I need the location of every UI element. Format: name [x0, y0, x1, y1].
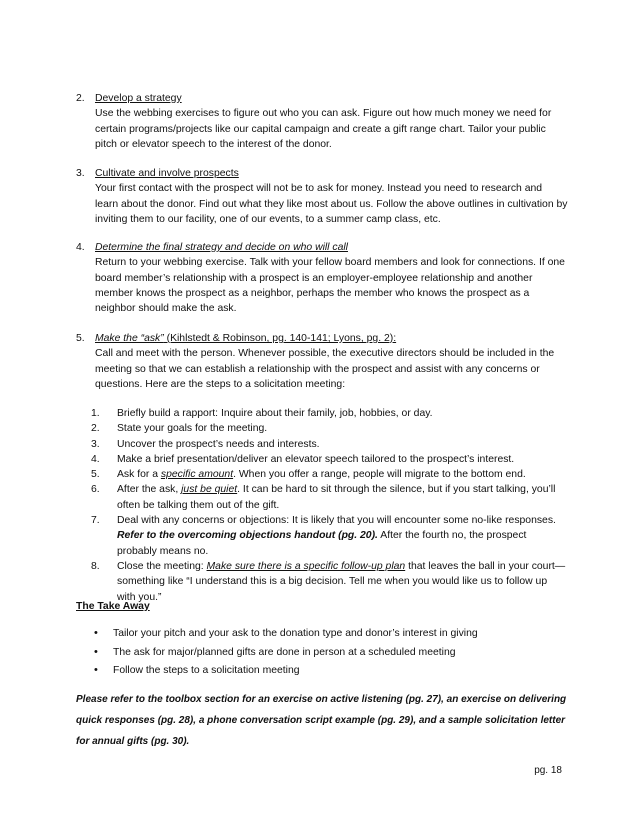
- step-number: 7.: [91, 515, 100, 527]
- bullet-icon: •: [94, 645, 98, 658]
- section-number: 5.: [76, 333, 85, 344]
- step-text: Deal with any concerns or objections: It is likely that you will encounter some no-like responses.: [117, 515, 556, 527]
- section-number: 2.: [76, 93, 85, 104]
- step-number: 6.: [91, 484, 100, 496]
- section-body: Your first contact with the prospect will not be to ask for money. Instead you need to research and learn about the donor. Find out what they like most about us. Follow the above outlines in cultivation by inviting them to our facility, one of our events, to a summer camp class, etc.: [95, 183, 568, 225]
- section-heading: Develop a strategy: [95, 93, 182, 104]
- step-number: 1.: [91, 408, 100, 419]
- step-emphasis: Make sure there is a specific follow-up plan: [206, 560, 406, 572]
- bullet-icon: •: [94, 627, 98, 639]
- step-text: Ask for a: [117, 469, 161, 481]
- section-heading: Determine the final strategy and decide on who will call: [95, 242, 348, 253]
- bullet-icon: •: [94, 664, 98, 676]
- solicitation-steps-list: [91, 406, 568, 605]
- section-heading-line: [95, 331, 568, 346]
- list-item: [91, 437, 568, 452]
- step-text: After the ask,: [117, 484, 182, 496]
- list-item: [94, 645, 564, 664]
- step-text: that leaves the ball in your court—something like “I understand this is a big decision. Tell me when you would like us to follow up with you.”: [117, 560, 566, 603]
- page-number: pg. 18: [534, 765, 562, 776]
- bullet-text: The ask for major/planned gifts are done in person at a scheduled meeting: [113, 646, 456, 658]
- list-item: [91, 421, 568, 436]
- step-number: 4.: [91, 453, 100, 465]
- list-item: [91, 559, 568, 605]
- list-item: [91, 452, 568, 467]
- section-cultivate-prospects: [76, 166, 568, 227]
- section-number: 4.: [76, 242, 85, 253]
- section-body: Call and meet with the person. Whenever possible, the executive directors should be included in the meeting so that we can establish a relationship with the prospect and assist with any concerns or questions. Here are the steps to a solicitation meeting:: [95, 348, 555, 390]
- step-text: Close the meeting:: [117, 560, 207, 572]
- list-item: [91, 482, 568, 513]
- step-text: . When you offer a range, people will migrate to the bottom end.: [233, 469, 526, 481]
- step-number: 8.: [91, 560, 100, 572]
- section-number: 3.: [76, 168, 85, 179]
- section-heading: Make the “ask”: [95, 333, 164, 344]
- section-body: Use the webbing exercises to figure out who you can ask. Figure out how much money we need for certain programs/projects like our capital campaign and create a gift range chart. Tailor your public pitch or elevator speech to the interest of the donor.: [95, 108, 552, 150]
- step-number: 3.: [91, 438, 100, 450]
- section-make-the-ask: [76, 331, 568, 392]
- step-number: 2.: [91, 423, 100, 435]
- step-text: Make a brief presentation/deliver an elevator speech tailored to the prospect’s interest.: [117, 453, 515, 465]
- list-item: [91, 513, 568, 559]
- takeaway-bullet-list: [94, 626, 564, 682]
- section-heading-reference: (Kihlstedt & Robinson, pg. 140-141; Lyons, pg. 2):: [163, 333, 397, 344]
- section-final-strategy: [76, 240, 568, 316]
- section-body: Return to your webbing exercise. Talk with your fellow board members and look for connections. If one board member’s relationship with a prospect is an employer-employee relationship and another member knows the prospect as a neighbor, perhaps the member who knows the prospect as a neighbor should make the ask.: [95, 257, 565, 315]
- bullet-text: Tailor your pitch and your ask to the donation type and donor’s interest in giving: [113, 628, 478, 639]
- step-text: After the fourth no, the prospect probably means no.: [117, 530, 527, 557]
- bullet-text: Follow the steps to a solicitation meeting: [113, 665, 300, 676]
- section-develop-strategy: [76, 91, 568, 152]
- section-heading: Cultivate and involve prospects: [95, 168, 239, 179]
- step-text: Uncover the prospect’s needs and interests.: [117, 438, 320, 450]
- step-text: . It can be hard to sit through the silence, but if you start talking, you’ll often be talking them out of the gift.: [117, 484, 556, 511]
- step-emphasis: just be quiet: [181, 484, 238, 496]
- step-number: 5.: [91, 469, 100, 481]
- step-emphasis: specific amount: [160, 469, 234, 481]
- list-item: [94, 626, 564, 645]
- takeaway-heading: The Take Away: [76, 601, 150, 612]
- step-emphasis: Refer to the overcoming objections handout (pg. 20).: [117, 530, 378, 542]
- step-text: State your goals for the meeting.: [117, 423, 268, 435]
- list-item: [94, 663, 564, 682]
- list-item: [91, 467, 568, 482]
- step-text: Briefly build a rapport: Inquire about their family, job, hobbies, or day.: [117, 408, 433, 419]
- list-item: [91, 406, 568, 421]
- toolbox-reference-note: Please refer to the toolbox section for an exercise on active listening (pg. 27), an exercise on delivering quick responses (pg. 28), a phone conversation script example (pg. 29), and a sample solicitation letter for annual gifts (pg. 30).: [76, 694, 567, 747]
